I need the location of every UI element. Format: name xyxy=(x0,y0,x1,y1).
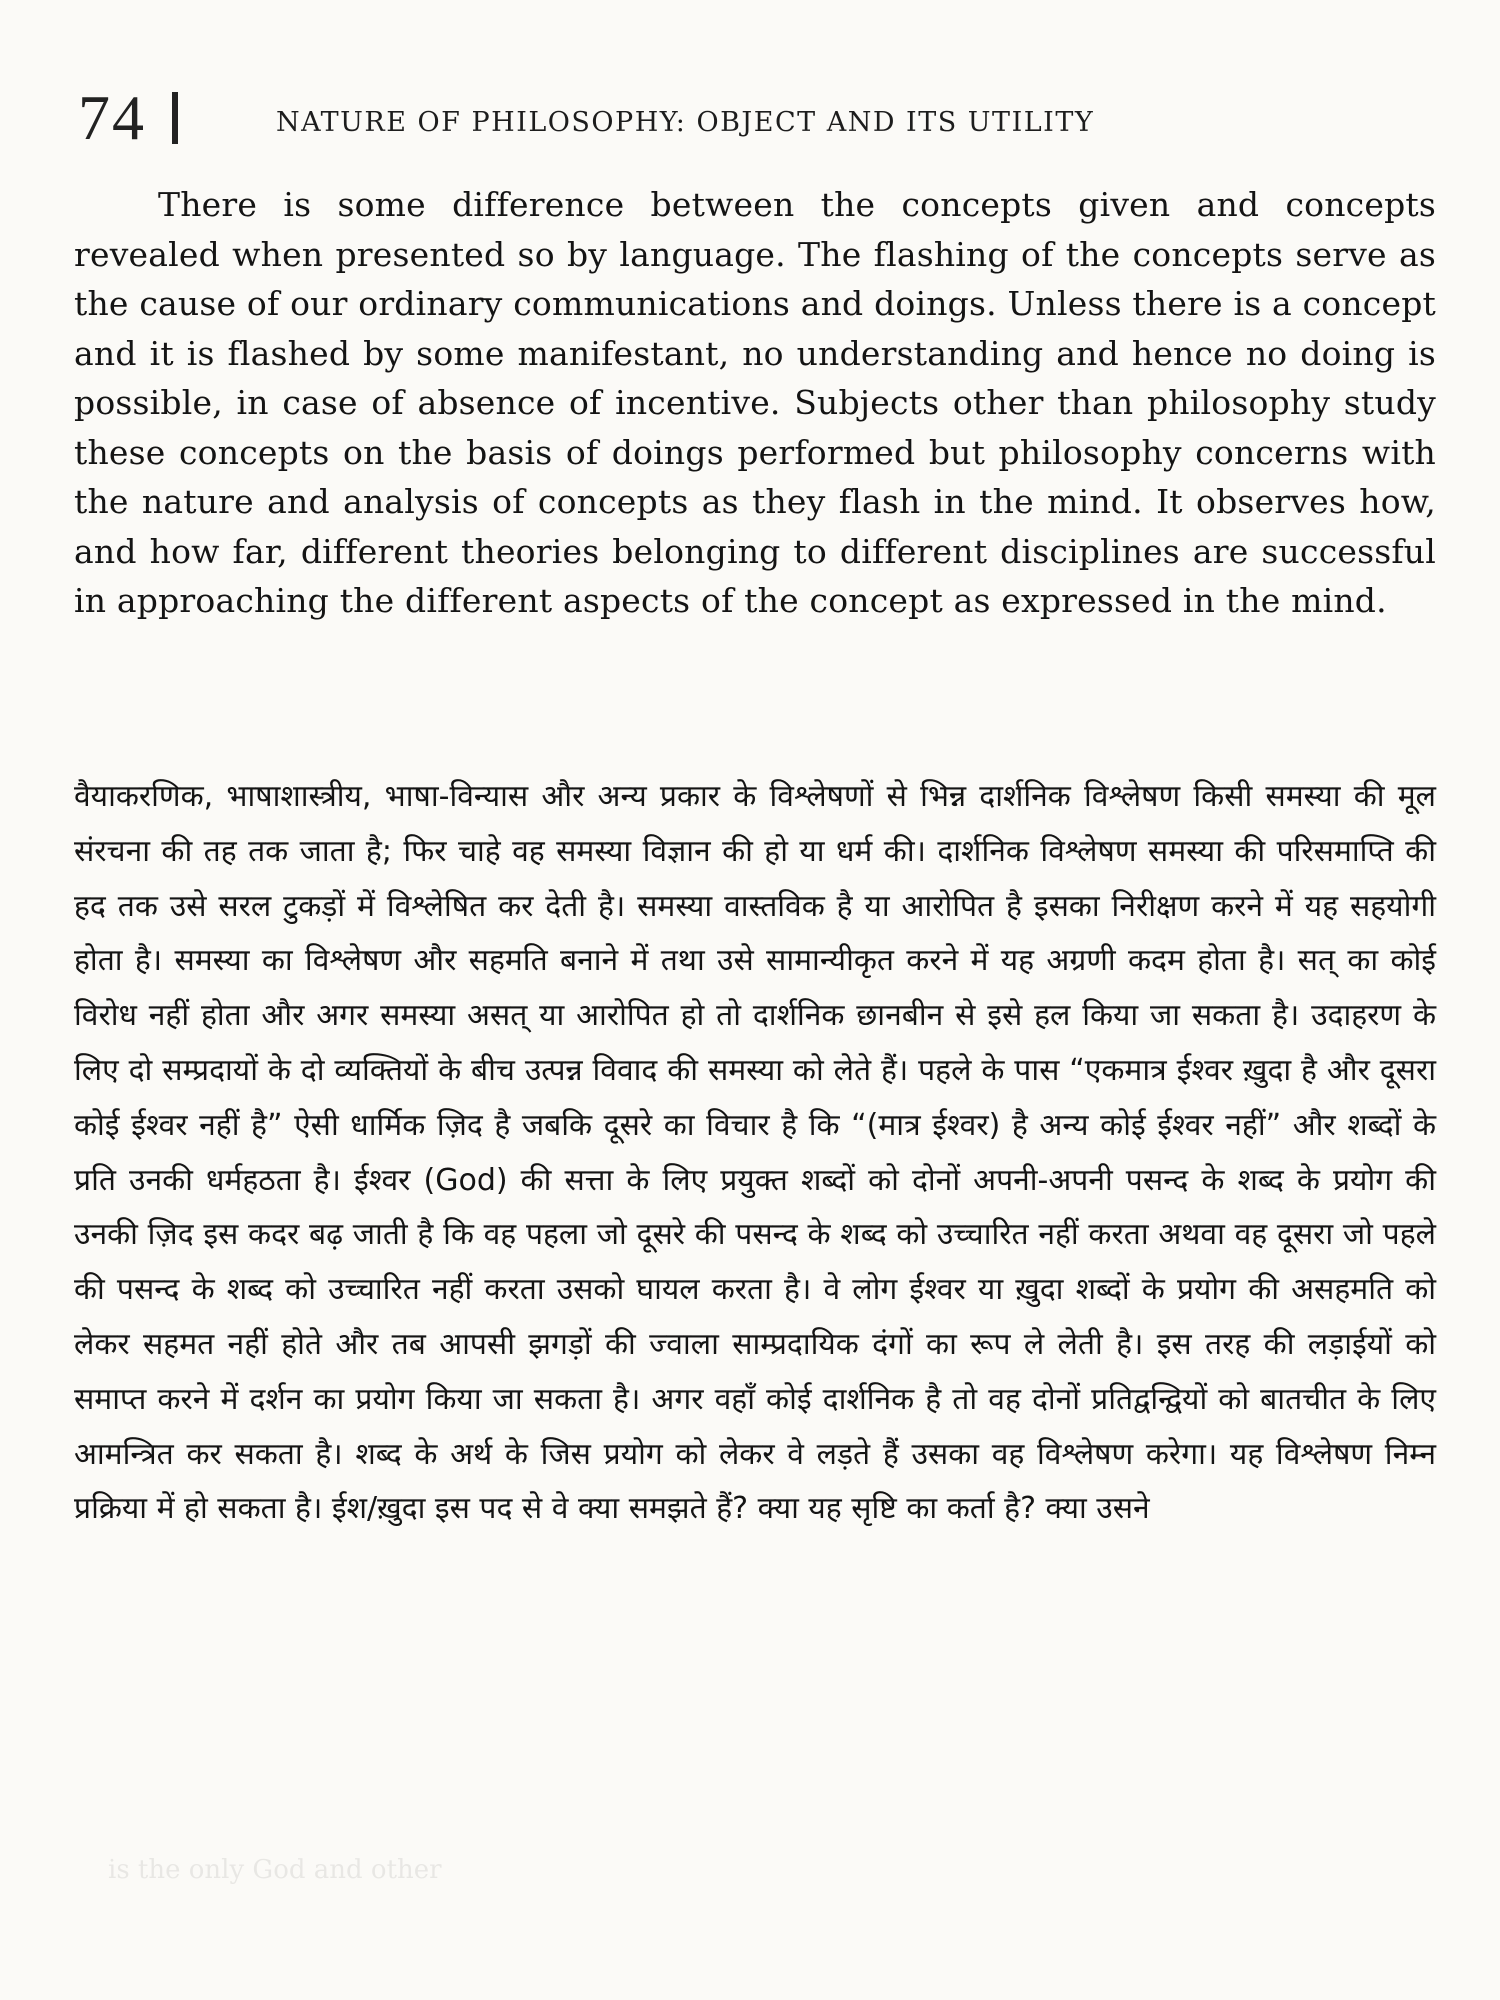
english-paragraph: There is some difference between the concepts given and concepts revealed when presented so by language. The flashing of the concepts serve as the cause of our ordinary communications and doings. Unless there is a concept and it is flashed by some manifestant, no understanding and hence no doing is possible, in case of absence of incentive. Subjects other than philosophy study these concepts on the basis of doings performed but philosophy concerns with the nature and analysis of concepts as they flash in the mind. It observes how, and how far, different theories belonging to different disciplines are successful in approaching the different aspects of the concept as expressed in the mind. xyxy=(74,185,1436,620)
page-header xyxy=(78,70,1438,153)
page-number: 74 xyxy=(78,82,146,153)
bleed-through-text: is the only God and other xyxy=(108,1855,442,1885)
hindi-paragraph: वैयाकरणिक, भाषाशास्त्रीय, भाषा-विन्यास और अन्य प्रकार के विश्लेषणों से भिन्न दार्शनिक विश्लेषण किसी समस्या की मूल संरचना की तह तक जाता है; फिर चाहे वह समस्या विज्ञान की हो या धर्म की। दार्शनिक विश्लेषण समस्या की परिसमाप्ति की हद तक उसे सरल टुकड़ों में विश्लेषित कर देती है। समस्या वास्तविक है या आरोपित है इसका निरीक्षण करने में यह सहयोगी होता है। समस्या का विश्लेषण और सहमति बनाने में तथा उसे सामान्यीकृत करने में यह अग्रणी कदम होता है। सत् का कोई विरोध नहीं होता और अगर समस्या असत् या आरोपित हो तो दार्शनिक छानबीन से इसे हल किया जा सकता है। उदाहरण के लिए दो सम्प्रदायों के दो व्यक्तियों के बीच उत्पन्न विवाद की समस्या को लेते हैं। पहले के पास “एकमात्र ईश्वर ख़ुदा है और दूसरा कोई ईश्वर नहीं है” ऐसी धार्मिक ज़िद है जबकि दूसरे का विचार है कि “(मात्र ईश्वर) है अन्य कोई ईश्वर नहीं” और शब्दों के प्रति उनकी धर्महठता है। ईश्वर (God) की सत्ता के लिए प्रयुक्त शब्दों को दोनों अपनी-अपनी पसन्द के शब्द के प्रयोग की उनकी ज़िद इस कदर बढ़ जाती है कि वह पहला जो दूसरे की पसन्द के शब्द को उच्चारित नहीं करता अथवा वह दूसरा जो पहले की पसन्द के शब्द को उच्चारित नहीं करता उसको घायल करता है। वे लोग ईश्वर या ख़ुदा शब्दों के प्रयोग की असहमति को लेकर सहमत नहीं होते और तब आपसी झगड़ों की ज्वाला साम्प्रदायिक दंगों का रूप ले लेती है। इस तरह की लड़ाईयों को समाप्त करने में दर्शन का प्रयोग किया जा सकता है। अगर वहाँ कोई दार्शनिक है तो वह दोनों प्रतिद्वन्द्वियों को बातचीत के लिए आमन्त्रित कर सकता है। शब्द के अर्थ के जिस प्रयोग को लेकर वे लड़ते हैं उसका वह विश्लेषण करेगा। यह विश्लेषण निम्न प्रक्रिया में हो सकता है। ईश/ख़ुदा इस पद से वे क्या समझते हैं? क्या यह सृष्टि का कर्ता है? क्या उसने xyxy=(74,779,1436,1527)
header-divider xyxy=(172,92,178,144)
running-title: NATURE OF PHILOSOPHY: OBJECT AND ITS UTILITY xyxy=(276,107,1095,138)
